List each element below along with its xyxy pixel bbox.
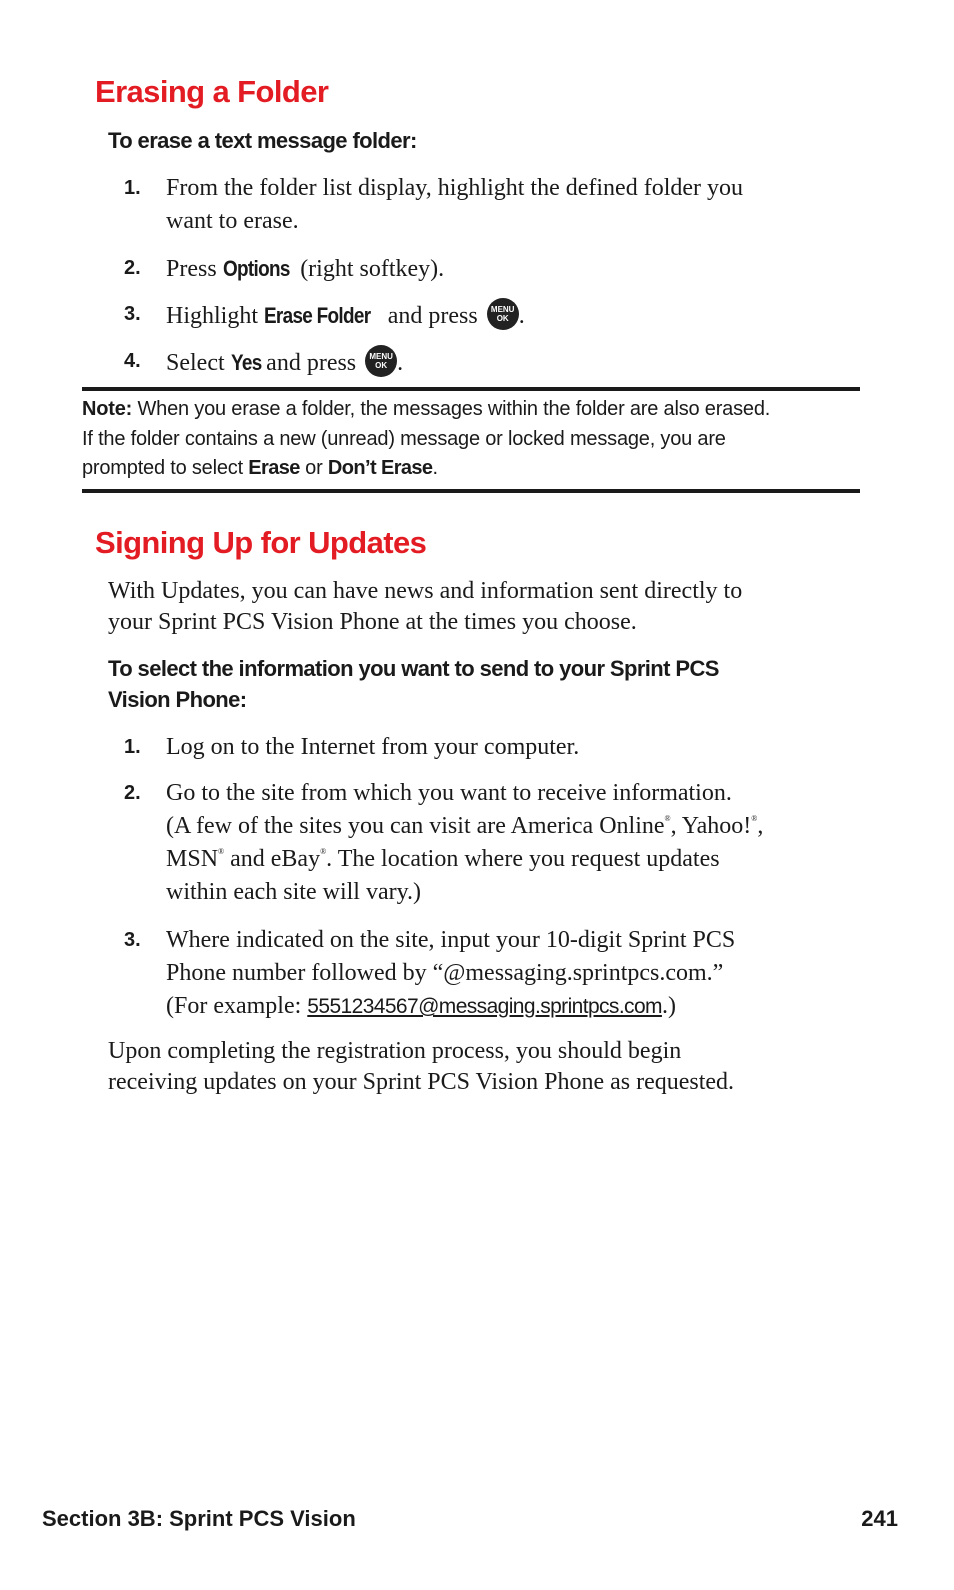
- step-text: Select Yes and press MENU OK .: [166, 345, 846, 380]
- note-label: Note:: [82, 398, 133, 420]
- step-number: 2.: [124, 782, 141, 804]
- registered-mark: ®: [218, 847, 225, 856]
- step-number: 1.: [124, 177, 141, 199]
- intro-paragraph: With Updates, you can have news and information sent directly to your Sprint PCS Vision Phone at the times you choose.: [108, 578, 743, 635]
- step-number: 4.: [124, 350, 141, 372]
- step-number: 3.: [124, 303, 141, 325]
- yes-label: Yes: [230, 350, 262, 375]
- erase-label: Erase: [248, 457, 300, 479]
- step-number: 2.: [124, 257, 141, 279]
- section-title-signing-up: Signing Up for Updates: [95, 525, 427, 560]
- outro-paragraph: Upon completing the registration process, you should begin receiving updates on your Sprint PCS Vision Phone as requested.: [108, 1038, 735, 1095]
- footer-section-label: Section 3B: Sprint PCS Vision: [42, 1506, 356, 1531]
- example-email-link[interactable]: 5551234567@messaging.sprintpcs.com: [307, 995, 662, 1018]
- note-top-divider: [82, 387, 860, 391]
- section-title-erasing-folder: Erasing a Folder: [95, 74, 329, 109]
- step-text: Go to the site from which you want to receive information. (A few of the sites you can visit are America Online®, Yahoo!®, MSN® and eBay®. The location where you request updates within each site will vary.): [166, 780, 764, 905]
- registered-mark: ®: [664, 814, 671, 823]
- step-text: Log on to the Internet from your computer.: [166, 734, 580, 760]
- section-subtitle: To erase a text message folder:: [108, 128, 417, 153]
- step-text: Where indicated on the site, input your 10-digit Sprint PCS Phone number followed by “@messaging.sprintpcs.com.” (For example: 5551234567@messaging.sprintpcs.com.): [166, 927, 736, 1019]
- note-bottom-divider: [82, 489, 860, 493]
- registered-mark: ®: [751, 814, 758, 823]
- step-number: 3.: [124, 929, 141, 951]
- dont-erase-label: Don’t Erase: [327, 457, 433, 479]
- registered-mark: ®: [320, 847, 327, 856]
- menu-ok-key-icon: MENU OK: [487, 298, 519, 330]
- section-subtitle: To select the information you want to send to your Sprint PCS Vision Phone:: [108, 656, 719, 712]
- menu-ok-key-icon: MENU OK: [365, 345, 397, 377]
- step-text: Press Options (right softkey).: [166, 252, 846, 286]
- footer-page-number: 241: [861, 1506, 898, 1531]
- step-text: From the folder list display, highlight the defined folder you want to erase.: [166, 175, 744, 234]
- step-number: 1.: [124, 736, 141, 758]
- note-box: Note: When you erase a folder, the messages within the folder are also erased. If the folder contains a new (unread) message or locked message, you are prompted to select Erase or Don’t Erase.: [82, 398, 771, 479]
- erase-folder-label: Erase Folder: [264, 303, 371, 328]
- options-softkey-label: Options: [222, 256, 290, 281]
- step-text: Highlight Erase Folder and press MENU OK .: [166, 298, 846, 333]
